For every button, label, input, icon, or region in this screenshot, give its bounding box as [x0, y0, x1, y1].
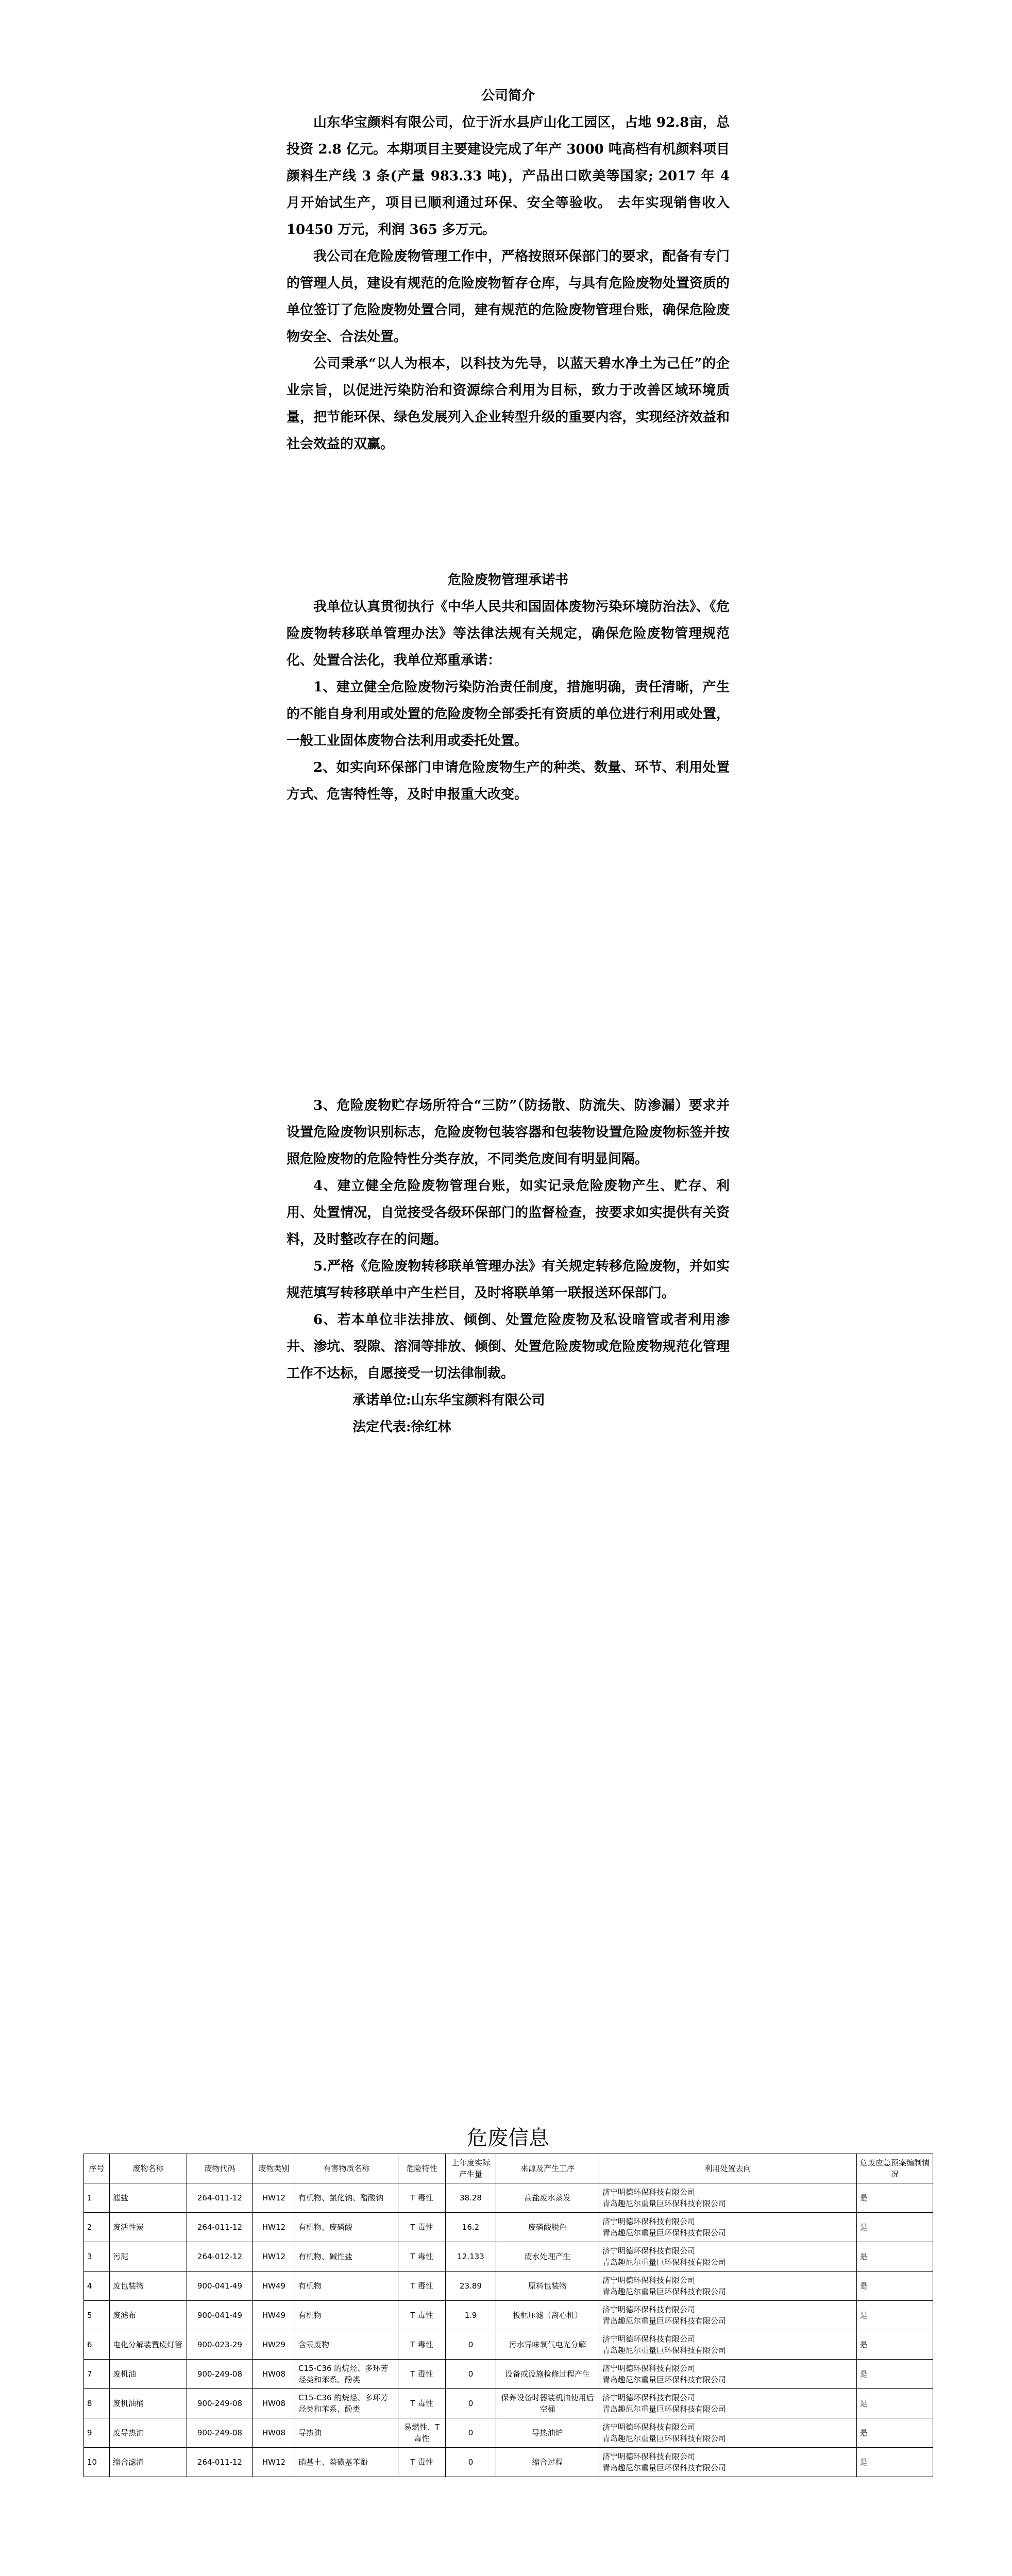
table-cell	[599, 2418, 857, 2448]
disposal-company: 青岛趣尼尔重量巨环保科技有限公司	[602, 2346, 727, 2355]
table-cell: C15-C36 的烷烃、多环芳烃类和苯系、酚类	[295, 2389, 398, 2418]
table-cell: 是	[857, 2272, 933, 2301]
table-cell: 900-249-08	[187, 2418, 253, 2448]
column-header: 危险特性	[398, 2154, 446, 2183]
table-cell: 9	[84, 2418, 110, 2448]
column-header: 废物类别	[253, 2154, 295, 2183]
disposal-company: 济宁明德环保科技有限公司	[602, 2393, 696, 2402]
disposal-company: 济宁明德环保科技有限公司	[602, 2305, 696, 2314]
table-cell: 含汞废物	[295, 2330, 398, 2360]
table-row	[84, 2301, 933, 2330]
table-cell: 23.89	[446, 2272, 496, 2301]
table-row	[84, 2418, 933, 2448]
table-cell: 有机物	[295, 2301, 398, 2330]
disposal-company: 济宁明德环保科技有限公司	[602, 2246, 696, 2256]
table-cell: 滤盐	[110, 2183, 187, 2213]
pledge-item-5: 5.严格《危险废物转移联单管理办法》有关规定转移危险废物，并如实规范填写转移联单中产生栏目，及时将联单第一联报送环保部门。	[286, 1259, 730, 1301]
table-cell: 是	[857, 2418, 933, 2448]
pledge-signer-unit: 承诺单位:山东华宝颜料有限公司	[352, 1393, 545, 1408]
table-cell: 900-041-49	[187, 2301, 253, 2330]
column-header: 废物代码	[187, 2154, 253, 2183]
table-cell: 是	[857, 2242, 933, 2272]
table-cell: HW12	[253, 2242, 295, 2272]
table-header-row	[84, 2154, 933, 2183]
pledge-item-2: 2、如实向环保部门申请危险废物生产的种类、数量、环节、利用处置方式、危害特性等，及时申报重大改变。	[286, 760, 730, 802]
table-cell: T 毒性	[398, 2360, 446, 2389]
pledge-part-1	[286, 567, 730, 808]
disposal-company: 济宁明德环保科技有限公司	[602, 2188, 696, 2197]
column-header: 有害物质名称	[295, 2154, 398, 2183]
table-cell: 废滤布	[110, 2301, 187, 2330]
table-cell: HW12	[253, 2183, 295, 2213]
table-cell: T 毒性	[398, 2389, 446, 2418]
table-row	[84, 2183, 933, 2213]
table-cell: 硝基土、萘磺基苯酚	[295, 2448, 398, 2477]
disposal-company: 青岛趣尼尔重量巨环保科技有限公司	[602, 2434, 727, 2443]
table-cell: 电化分解装置废灯管	[110, 2330, 187, 2360]
table-cell	[599, 2389, 857, 2418]
pledge-item-1: 1、建立健全危险废物污染防治责任制度，措施明确，责任清晰，产生的不能自身利用或处置的危险废物全部委托有资质的单位进行利用或处置，一般工业固体废物合法利用或委托处置。	[286, 680, 730, 749]
disposal-company: 济宁明德环保科技有限公司	[602, 2276, 696, 2285]
company-intro	[286, 82, 730, 457]
table-cell: 0	[446, 2418, 496, 2448]
pledge-preamble: 我单位认真贯彻执行《中华人民共和国固体废物污染环境防治法》、《危险废物转移联单管理办法》等法律法规有关规定，确保危险废物管理规范化、处置合法化，我单位郑重承诺：	[286, 599, 730, 668]
table-cell: 900-041-49	[187, 2272, 253, 2301]
table-cell: T 毒性	[398, 2301, 446, 2330]
table-cell: 264-011-12	[187, 2213, 253, 2242]
table-cell: 导热油炉	[496, 2418, 599, 2448]
disposal-company: 济宁明德环保科技有限公司	[602, 2334, 696, 2344]
column-header: 序号	[84, 2154, 110, 2183]
table-cell: T 毒性	[398, 2242, 446, 2272]
table-cell: 是	[857, 2389, 933, 2418]
table-cell: C15-C36 的烷烃、多环芳烃类和苯系、酚类	[295, 2360, 398, 2389]
pledge-signer-rep: 法定代表:徐红林	[352, 1419, 451, 1435]
disposal-company: 青岛趣尼尔重量巨环保科技有限公司	[602, 2228, 727, 2238]
disposal-company: 青岛趣尼尔重量巨环保科技有限公司	[602, 2404, 727, 2414]
table-cell: 是	[857, 2360, 933, 2389]
table-cell: 是	[857, 2448, 933, 2477]
table-cell	[599, 2360, 857, 2389]
table-cell: 废机油	[110, 2360, 187, 2389]
table-cell: 原料包装物	[496, 2272, 599, 2301]
table-cell: HW49	[253, 2272, 295, 2301]
table-cell: 导热油	[295, 2418, 398, 2448]
table-cell: 900-249-08	[187, 2360, 253, 2389]
table-cell: 是	[857, 2330, 933, 2360]
table-cell: 3	[84, 2242, 110, 2272]
table-cell: 1.9	[446, 2301, 496, 2330]
table-cell: 900-023-29	[187, 2330, 253, 2360]
table-cell: 废包装物	[110, 2272, 187, 2301]
table-cell: 1	[84, 2183, 110, 2213]
column-header: 危废应急预案编制情况	[857, 2154, 933, 2183]
table-row	[84, 2389, 933, 2418]
disposal-company: 青岛趣尼尔重量巨环保科技有限公司	[602, 2463, 727, 2472]
intro-paragraph-3: 公司秉承“以人为根本，以科技为先导，以蓝天碧水净土为己任”的企业宗旨，以促进污染防治和资源综合利用为目标，致力于改善区域环境质量，把节能环保、绿色发展列入企业转型升级的重要内容，实现经济效益和社会效益的双赢。	[286, 356, 730, 452]
disposal-company: 济宁明德环保科技有限公司	[602, 2422, 696, 2432]
table-cell: 16.2	[446, 2213, 496, 2242]
disposal-company: 济宁明德环保科技有限公司	[602, 2452, 696, 2461]
table-cell: 板框压滤（离心机）	[496, 2301, 599, 2330]
disposal-company: 青岛趣尼尔重量巨环保科技有限公司	[602, 2287, 727, 2296]
table-cell: 0	[446, 2330, 496, 2360]
table-cell: 设备或设施检修过程产生	[496, 2360, 599, 2389]
table-cell	[599, 2448, 857, 2477]
table-cell: 缩合滤渣	[110, 2448, 187, 2477]
table-cell: T 毒性	[398, 2213, 446, 2242]
table-cell: 5	[84, 2301, 110, 2330]
table-cell: HW08	[253, 2418, 295, 2448]
table-cell: HW08	[253, 2389, 295, 2418]
table-cell: 有机物、废磷酸	[295, 2213, 398, 2242]
disposal-company: 济宁明德环保科技有限公司	[602, 2217, 696, 2226]
table-cell: 264-011-12	[187, 2448, 253, 2477]
table-cell: T 毒性	[398, 2448, 446, 2477]
table-cell: 8	[84, 2389, 110, 2418]
table-cell: HW29	[253, 2330, 295, 2360]
table-cell: 易燃性、T 毒性	[398, 2418, 446, 2448]
table-cell: 有机物、碱性盐	[295, 2242, 398, 2272]
table-cell: 7	[84, 2360, 110, 2389]
table-cell: 是	[857, 2183, 933, 2213]
table-row	[84, 2448, 933, 2477]
table-cell: 缩合过程	[496, 2448, 599, 2477]
column-header: 利用处置去向	[599, 2154, 857, 2183]
disposal-company: 青岛趣尼尔重量巨环保科技有限公司	[602, 2316, 727, 2326]
pledge-title: 危险废物管理承诺书	[447, 572, 568, 588]
table-cell	[599, 2301, 857, 2330]
table-cell: 264-011-12	[187, 2183, 253, 2213]
table-row	[84, 2272, 933, 2301]
table-cell	[599, 2183, 857, 2213]
disposal-company: 济宁明德环保科技有限公司	[602, 2364, 696, 2373]
table-cell: T 毒性	[398, 2183, 446, 2213]
table-cell: 6	[84, 2330, 110, 2360]
table-cell: T 毒性	[398, 2330, 446, 2360]
table-cell: 264-012-12	[187, 2242, 253, 2272]
intro-paragraph-1: 山东华宝颜料有限公司，位于沂水县庐山化工园区，占地 92.8亩，总投资 2.8 亿元。本期项目主要建设完成了年产 3000 吨高档有机颜料项目颜料生产线 3 条(产量 983.33 吨)，产品出口欧美等国家; 2017 年 4 月开始试生产，项目已顺利通过环保、安全等验收。 去年实现销售收入 10450 万元，利润 365 多万元。	[286, 115, 730, 238]
pledge-item-6: 6、若本单位非法排放、倾倒、处置危险废物及私设暗管或者利用渗井、渗坑、裂隙、溶洞等排放、倾倒、处置危险废物或危险废物规范化管理工作不达标，自愿接受一切法律制裁。	[286, 1312, 730, 1381]
table-cell: 保养设备时器装机油使用后空桶	[496, 2389, 599, 2418]
table-cell: 0	[446, 2360, 496, 2389]
column-header: 上年度实际产生量	[446, 2154, 496, 2183]
table-cell: 12.133	[446, 2242, 496, 2272]
table-cell: 高盐废水蒸发	[496, 2183, 599, 2213]
disposal-company: 青岛趣尼尔重量巨环保科技有限公司	[602, 2375, 727, 2384]
table-title: 危废信息	[467, 2126, 549, 2150]
disposal-company: 青岛趣尼尔重量巨环保科技有限公司	[602, 2258, 727, 2267]
table-cell: 10	[84, 2448, 110, 2477]
pledge-item-3: 3、危险废物贮存场所符合“三防”（防扬散、防流失、防渗漏）要求并设置危险废物识别标志，危险废物包装容器和包装物设置危险废物标签并按照危险废物的危险特性分类存放，不同类危废间有明显间隔。	[286, 1098, 730, 1167]
table-cell: 4	[84, 2272, 110, 2301]
pledge-item-4: 4、建立健全危险废物管理台账，如实记录危险废物产生、贮存、利用、处置情况，自觉接受各级环保部门的监督检查，按要求如实提供有关资料，及时整改存在的问题。	[286, 1178, 730, 1247]
table-cell: 污泥	[110, 2242, 187, 2272]
table-cell: T 毒性	[398, 2272, 446, 2301]
table-cell: 废水处理产生	[496, 2242, 599, 2272]
table-cell	[599, 2272, 857, 2301]
waste-table	[83, 2154, 933, 2477]
disposal-company: 青岛趣尼尔重量巨环保科技有限公司	[602, 2199, 727, 2208]
table-cell: 是	[857, 2213, 933, 2242]
column-header: 来源及产生工序	[496, 2154, 599, 2183]
table-cell: HW49	[253, 2301, 295, 2330]
table-cell: 38.28	[446, 2183, 496, 2213]
table-cell: 废活性炭	[110, 2213, 187, 2242]
table-cell: 废机油桶	[110, 2389, 187, 2418]
table-cell: 污水异味氧气电光分解	[496, 2330, 599, 2360]
table-cell	[599, 2242, 857, 2272]
table-cell: 0	[446, 2389, 496, 2418]
pledge-part-2	[286, 1092, 730, 1440]
table-cell: HW12	[253, 2448, 295, 2477]
table-cell: HW08	[253, 2360, 295, 2389]
intro-paragraph-2: 我公司在危险废物管理工作中，严格按照环保部门的要求，配备有专门的管理人员，建设有规范的危险废物暂存仓库，与具有危险废物处置资质的单位签订了危险废物处置合同，建有规范的危险废物管理台账，确保危险废物安全、合法处置。	[286, 249, 730, 345]
table-cell: 废磷酸脱色	[496, 2213, 599, 2242]
table-cell: 是	[857, 2301, 933, 2330]
hazardous-waste-table-part-1	[83, 2123, 933, 2477]
table-cell: 0	[446, 2448, 496, 2477]
intro-title: 公司简介	[481, 88, 535, 104]
table-cell	[599, 2330, 857, 2360]
table-cell: 900-249-08	[187, 2389, 253, 2418]
column-header: 废物名称	[110, 2154, 187, 2183]
table-row	[84, 2330, 933, 2360]
table-cell: 有机物	[295, 2272, 398, 2301]
table-row	[84, 2360, 933, 2389]
table-cell: 有机物、氯化钠、醋酸钠	[295, 2183, 398, 2213]
table-cell: 2	[84, 2213, 110, 2242]
table-cell	[599, 2213, 857, 2242]
table-cell: 废导热油	[110, 2418, 187, 2448]
table-row	[84, 2213, 933, 2242]
table-row	[84, 2242, 933, 2272]
table-cell: HW12	[253, 2213, 295, 2242]
